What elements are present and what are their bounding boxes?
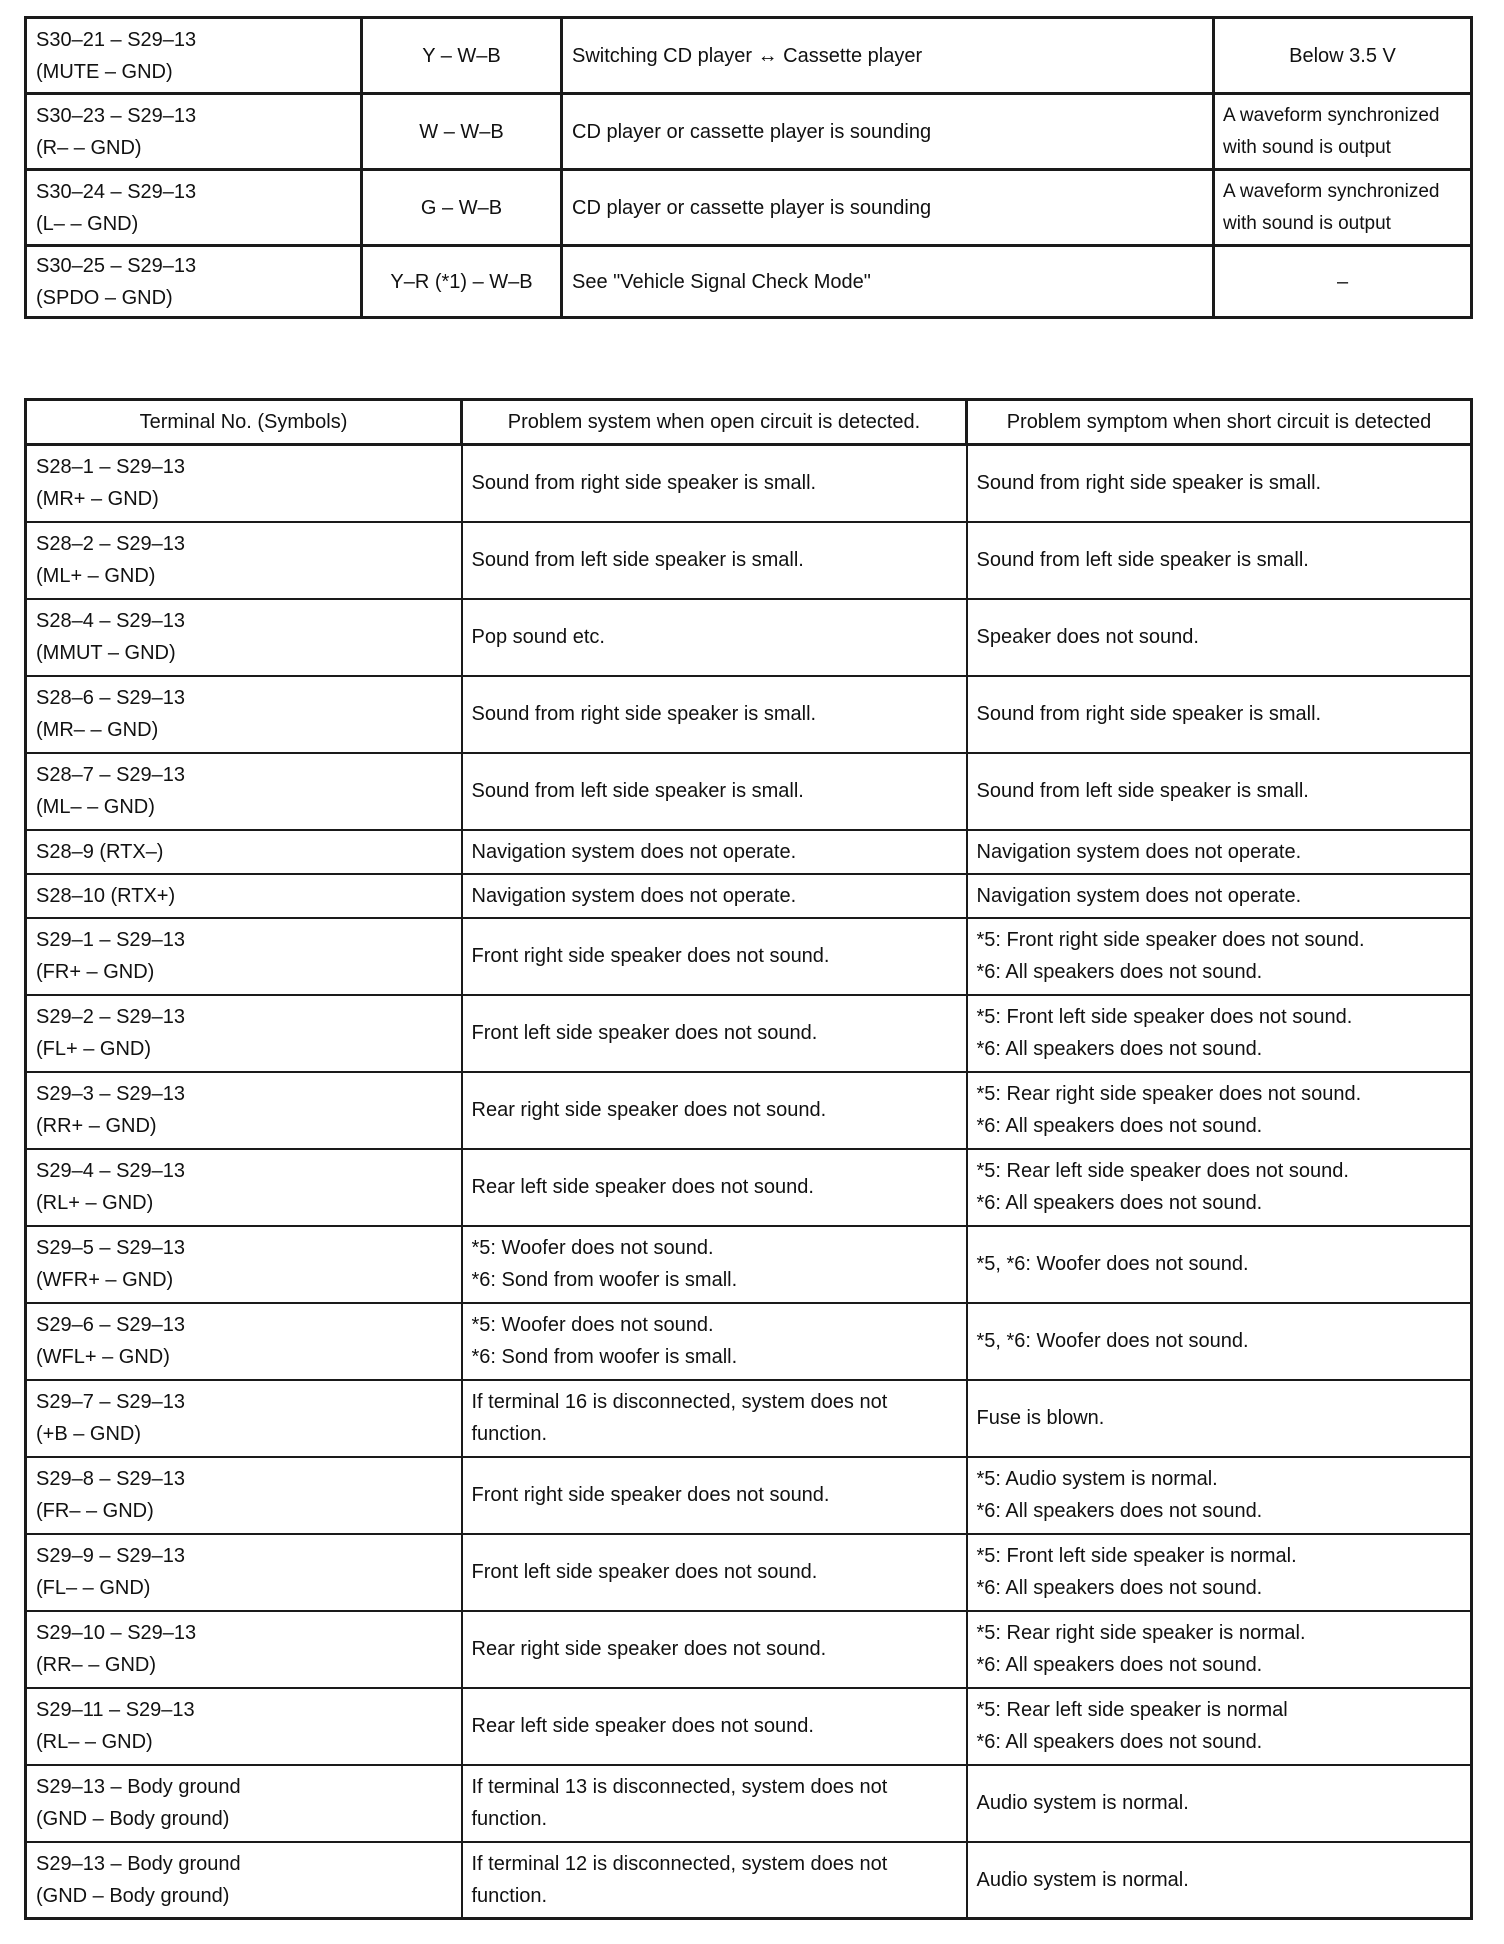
open-circuit-cell-line1: Navigation system does not operate.: [471, 884, 797, 907]
short-circuit-cell: [967, 1380, 1472, 1457]
terminal-cell-line2: (MR+ – GND): [36, 488, 159, 511]
terminal-cell-line1: S29–4 – S29–13: [36, 1160, 186, 1182]
table-row: [26, 1149, 1472, 1226]
short-circuit-cell: [967, 753, 1472, 830]
short-circuit-cell-line1: Audio system is normal.: [976, 1792, 1189, 1814]
table-row: [26, 1688, 1472, 1765]
open-circuit-cell-line1: Sound from right side speaker is small.: [471, 472, 817, 495]
table-row: [26, 522, 1472, 599]
open-circuit-cell: [462, 1842, 967, 1919]
open-circuit-cell: [462, 1226, 967, 1303]
terminal-cell-line2: (SPDO – GND): [36, 286, 173, 309]
open-circuit-cell-line1: *5: Woofer does not sound.: [471, 1237, 714, 1259]
signal-check-table: [24, 16, 1473, 319]
terminal-cell-line2: (FR– – GND): [36, 1500, 154, 1522]
short-circuit-cell: [967, 1842, 1472, 1919]
open-circuit-cell: [462, 918, 967, 995]
terminal-cell-line1: S30–25 – S29–13: [36, 254, 197, 277]
table-row: [26, 1611, 1472, 1688]
terminal-cell-line2: (FR+ – GND): [36, 961, 155, 983]
open-circuit-cell-line1: If terminal 16 is disconnected, system does not: [471, 1391, 888, 1413]
wire-color-cell: W – W–B: [362, 94, 562, 170]
terminal-cell-line1: S28–6 – S29–13: [36, 687, 186, 709]
wire-color-cell: Y – W–B: [362, 18, 562, 94]
short-circuit-cell: [967, 1765, 1472, 1842]
terminal-cell-line1: S29–9 – S29–13: [36, 1545, 186, 1567]
terminal-cell-line2: (RL+ – GND): [36, 1192, 154, 1214]
terminal-cell-line1: S28–2 – S29–13: [36, 533, 186, 555]
short-circuit-cell: [967, 1072, 1472, 1149]
open-circuit-cell: [462, 522, 967, 599]
open-circuit-cell: [462, 1688, 967, 1765]
open-circuit-cell: [462, 1303, 967, 1380]
terminal-cell: [26, 753, 462, 830]
open-circuit-cell-line1: If terminal 13 is disconnected, system does not: [471, 1776, 888, 1798]
terminal-cell-line2: (RR+ – GND): [36, 1115, 157, 1137]
terminal-cell: [26, 599, 462, 676]
terminal-cell-line2: (RR– – GND): [36, 1654, 157, 1676]
terminal-cell-line1: S29–6 – S29–13: [36, 1314, 186, 1336]
table-row: [26, 445, 1472, 522]
terminal-cell: [26, 1072, 462, 1149]
open-circuit-cell: [462, 753, 967, 830]
terminal-cell-line2: (RL– – GND): [36, 1731, 153, 1753]
table-row: [26, 1303, 1472, 1380]
open-circuit-cell-line1: *5: Woofer does not sound.: [471, 1314, 714, 1336]
specified-value-cell: –: [1214, 246, 1472, 318]
short-circuit-cell-line1: Speaker does not sound.: [976, 626, 1199, 648]
table-row: [26, 995, 1472, 1072]
terminal-cell: [26, 1226, 462, 1303]
table-row: [26, 830, 1472, 874]
short-circuit-cell: [967, 599, 1472, 676]
header-short-circuit: Problem symptom when short circuit is detected: [967, 400, 1472, 445]
short-circuit-cell: [967, 1457, 1472, 1534]
table-row: [26, 599, 1472, 676]
terminal-cell-line1: S29–10 – S29–13: [36, 1622, 197, 1644]
open-circuit-cell: [462, 1380, 967, 1457]
table-row: [26, 753, 1472, 830]
terminal-cell-line2: (WFR+ – GND): [36, 1269, 174, 1291]
terminal-cell-line1: S29–13 – Body ground: [36, 1852, 241, 1875]
wire-color-cell: G – W–B: [362, 170, 562, 246]
signal-row: [26, 246, 1472, 318]
table-row: [26, 874, 1472, 918]
terminal-cell: [26, 676, 462, 753]
terminal-cell-line1: S29–7 – S29–13: [36, 1391, 186, 1413]
table-row: [26, 1765, 1472, 1842]
condition-cell: Switching CD player ↔ Cassette player: [562, 18, 1214, 94]
condition-cell: CD player or cassette player is sounding: [562, 170, 1214, 246]
short-circuit-cell-line1: *5: Front left side speaker does not sound.: [976, 1006, 1353, 1028]
short-circuit-cell-line1: *5: Front right side speaker does not sound.: [976, 929, 1365, 951]
terminal-cell: [26, 522, 462, 599]
terminal-cell-line1: S29–11 – S29–13: [36, 1699, 195, 1721]
short-circuit-cell: [967, 522, 1472, 599]
terminal-cell-line1: S29–5 – S29–13: [36, 1237, 186, 1259]
terminal-cell: [26, 1457, 462, 1534]
table-row: [26, 1457, 1472, 1534]
open-circuit-cell-line1: If terminal 12 is disconnected, system does not: [471, 1852, 888, 1875]
open-circuit-cell-line1: Navigation system does not operate.: [471, 840, 797, 863]
terminal-cell-line1: S29–2 – S29–13: [36, 1006, 186, 1028]
short-circuit-cell-line1: *5: Rear left side speaker is normal: [976, 1699, 1288, 1721]
short-circuit-cell-line2: *6: All speakers does not sound.: [976, 1654, 1263, 1676]
terminal-cell-line1: S28–4 – S29–13: [36, 610, 186, 632]
short-circuit-cell-line1: Audio system is normal.: [976, 1868, 1189, 1891]
open-circuit-cell: [462, 1149, 967, 1226]
short-circuit-cell: [967, 1534, 1472, 1611]
terminal-cell-line1: S30–21 – S29–13: [36, 28, 197, 51]
terminal-cell: [26, 445, 462, 522]
short-circuit-cell: [967, 918, 1472, 995]
terminal-cell: [26, 830, 462, 874]
short-circuit-cell: [967, 995, 1472, 1072]
wire-color-cell: Y–R (*1) – W–B: [362, 246, 562, 318]
short-circuit-cell-line2: *6: All speakers does not sound.: [976, 1500, 1263, 1522]
open-circuit-cell: [462, 445, 967, 522]
specified-value-cell: Below 3.5 V: [1214, 18, 1472, 94]
short-circuit-cell: [967, 1611, 1472, 1688]
open-circuit-cell: [462, 995, 967, 1072]
terminal-cell: [26, 874, 462, 918]
terminal-cell-line1: S29–8 – S29–13: [36, 1468, 186, 1490]
open-circuit-cell-line2: function.: [471, 1884, 548, 1907]
terminal-cell: [26, 246, 362, 318]
terminal-cell-line2: (FL+ – GND): [36, 1038, 152, 1060]
terminal-cell-line1: S29–1 – S29–13: [36, 929, 186, 951]
terminal-cell: [26, 18, 362, 94]
short-circuit-cell-line2: *6: All speakers does not sound.: [976, 1038, 1263, 1060]
short-circuit-cell-line1: *5, *6: Woofer does not sound.: [976, 1253, 1249, 1275]
short-circuit-cell-line1: Sound from left side speaker is small.: [976, 780, 1309, 802]
terminal-cell-line2: (L– – GND): [36, 212, 139, 235]
terminal-cell: [26, 1380, 462, 1457]
table-row: [26, 1072, 1472, 1149]
open-circuit-cell-line2: function.: [471, 1423, 548, 1445]
open-circuit-cell-line2: *6: Sond from woofer is small.: [471, 1346, 738, 1368]
open-circuit-cell-line1: Sound from right side speaker is small.: [471, 703, 817, 725]
short-circuit-cell-line1: *5: Audio system is normal.: [976, 1468, 1218, 1490]
short-circuit-cell-line1: Sound from right side speaker is small.: [976, 703, 1322, 725]
terminal-cell-line2: (MMUT – GND): [36, 642, 176, 664]
terminal-cell: [26, 1303, 462, 1380]
terminal-cell: [26, 1688, 462, 1765]
short-circuit-cell-line1: *5: Rear right side speaker does not sound.: [976, 1083, 1362, 1105]
signal-row: [26, 94, 1472, 170]
header-open-circuit: Problem system when open circuit is detected.: [462, 400, 967, 445]
short-circuit-cell-line1: *5: Rear right side speaker is normal.: [976, 1622, 1306, 1644]
terminal-cell: [26, 1611, 462, 1688]
open-circuit-cell: [462, 1765, 967, 1842]
short-circuit-cell: [967, 676, 1472, 753]
terminal-cell-line1: S29–13 – Body ground: [36, 1776, 241, 1798]
specified-value-cell: A waveform synchronized with sound is output: [1214, 94, 1472, 170]
table-row: [26, 676, 1472, 753]
short-circuit-cell: [967, 874, 1472, 918]
terminal-cell-line1: S29–3 – S29–13: [36, 1083, 186, 1105]
condition-cell: CD player or cassette player is sounding: [562, 94, 1214, 170]
table-row: [26, 1842, 1472, 1919]
terminal-cell: [26, 94, 362, 170]
open-circuit-cell-line1: Rear right side speaker does not sound.: [471, 1638, 827, 1660]
terminal-cell: [26, 918, 462, 995]
header-terminal: Terminal No. (Symbols): [26, 400, 462, 445]
open-circuit-cell: [462, 830, 967, 874]
terminal-cell-line2: (ML+ – GND): [36, 565, 156, 587]
specified-value-cell: A waveform synchronized with sound is output: [1214, 170, 1472, 246]
terminal-cell: [26, 1534, 462, 1611]
open-circuit-cell-line1: Front left side speaker does not sound.: [471, 1022, 818, 1044]
open-circuit-cell-line2: function.: [471, 1808, 548, 1830]
open-circuit-cell-line1: Rear right side speaker does not sound.: [471, 1099, 827, 1121]
open-circuit-cell: [462, 599, 967, 676]
signal-row: [26, 170, 1472, 246]
short-circuit-cell: [967, 830, 1472, 874]
terminal-cell-line2: (+B – GND): [36, 1423, 142, 1445]
short-circuit-cell-line1: *5: Rear left side speaker does not sound.: [976, 1160, 1349, 1182]
short-circuit-cell-line1: *5: Front left side speaker is normal.: [976, 1545, 1297, 1567]
terminal-cell: [26, 1149, 462, 1226]
terminal-cell-line2: (R– – GND): [36, 136, 142, 159]
terminal-cell-line1: S30–23 – S29–13: [36, 104, 197, 127]
short-circuit-cell-line2: *6: All speakers does not sound.: [976, 1731, 1263, 1753]
open-circuit-cell: [462, 676, 967, 753]
table-row: [26, 1534, 1472, 1611]
terminal-cell-line2: (ML– – GND): [36, 796, 155, 818]
open-circuit-cell: [462, 1072, 967, 1149]
short-circuit-cell-line1: Navigation system does not operate.: [976, 840, 1302, 863]
short-circuit-cell-line1: Fuse is blown.: [976, 1407, 1105, 1429]
terminal-cell-line1: S28–9 (RTX–): [36, 840, 164, 863]
signal-row: [26, 18, 1472, 94]
terminal-cell-line1: S28–10 (RTX+): [36, 884, 176, 907]
short-circuit-cell: [967, 1688, 1472, 1765]
short-circuit-cell: [967, 445, 1472, 522]
short-circuit-cell: [967, 1149, 1472, 1226]
table-row: [26, 1226, 1472, 1303]
short-circuit-cell-line1: Navigation system does not operate.: [976, 884, 1302, 907]
open-circuit-cell-line1: Rear left side speaker does not sound.: [471, 1715, 814, 1737]
open-circuit-cell-line1: Sound from left side speaker is small.: [471, 780, 804, 802]
terminal-cell: [26, 170, 362, 246]
open-circuit-cell-line1: Rear left side speaker does not sound.: [471, 1176, 814, 1198]
terminal-cell: [26, 1842, 462, 1919]
short-circuit-cell-line2: *6: All speakers does not sound.: [976, 961, 1263, 983]
table-row: [26, 1380, 1472, 1457]
table-row: [26, 918, 1472, 995]
terminal-cell-line2: (GND – Body ground): [36, 1884, 230, 1907]
short-circuit-cell-line1: *5, *6: Woofer does not sound.: [976, 1330, 1249, 1352]
short-circuit-cell: [967, 1226, 1472, 1303]
terminal-cell-line2: (GND – Body ground): [36, 1808, 230, 1830]
terminal-cell-line2: (MR– – GND): [36, 719, 159, 741]
open-circuit-cell: [462, 1611, 967, 1688]
short-circuit-cell-line1: Sound from left side speaker is small.: [976, 549, 1309, 571]
open-circuit-cell-line1: Sound from left side speaker is small.: [471, 549, 804, 571]
terminal-cell: [26, 995, 462, 1072]
short-circuit-cell-line2: *6: All speakers does not sound.: [976, 1115, 1263, 1137]
terminal-cell-line1: S30–24 – S29–13: [36, 180, 197, 203]
problem-symptom-table: [24, 398, 1473, 1920]
open-circuit-cell-line2: *6: Sond from woofer is small.: [471, 1269, 738, 1291]
short-circuit-cell: [967, 1303, 1472, 1380]
open-circuit-cell-line1: Front right side speaker does not sound.: [471, 1484, 830, 1506]
open-circuit-cell-line1: Front right side speaker does not sound.: [471, 945, 830, 967]
open-circuit-cell: [462, 874, 967, 918]
condition-cell: See "Vehicle Signal Check Mode": [562, 246, 1214, 318]
terminal-cell-line1: S28–1 – S29–13: [36, 456, 186, 479]
open-circuit-cell: [462, 1534, 967, 1611]
short-circuit-cell-line2: *6: All speakers does not sound.: [976, 1192, 1263, 1214]
terminal-cell-line2: (WFL+ – GND): [36, 1346, 170, 1368]
open-circuit-cell-line1: Front left side speaker does not sound.: [471, 1561, 818, 1583]
terminal-cell-line2: (FL– – GND): [36, 1577, 151, 1599]
open-circuit-cell-line1: Pop sound etc.: [471, 626, 605, 648]
short-circuit-cell-line2: *6: All speakers does not sound.: [976, 1577, 1263, 1599]
terminal-cell: [26, 1765, 462, 1842]
terminal-cell-line2: (MUTE – GND): [36, 60, 173, 83]
open-circuit-cell: [462, 1457, 967, 1534]
terminal-cell-line1: S28–7 – S29–13: [36, 764, 186, 786]
short-circuit-cell-line1: Sound from right side speaker is small.: [976, 472, 1322, 495]
